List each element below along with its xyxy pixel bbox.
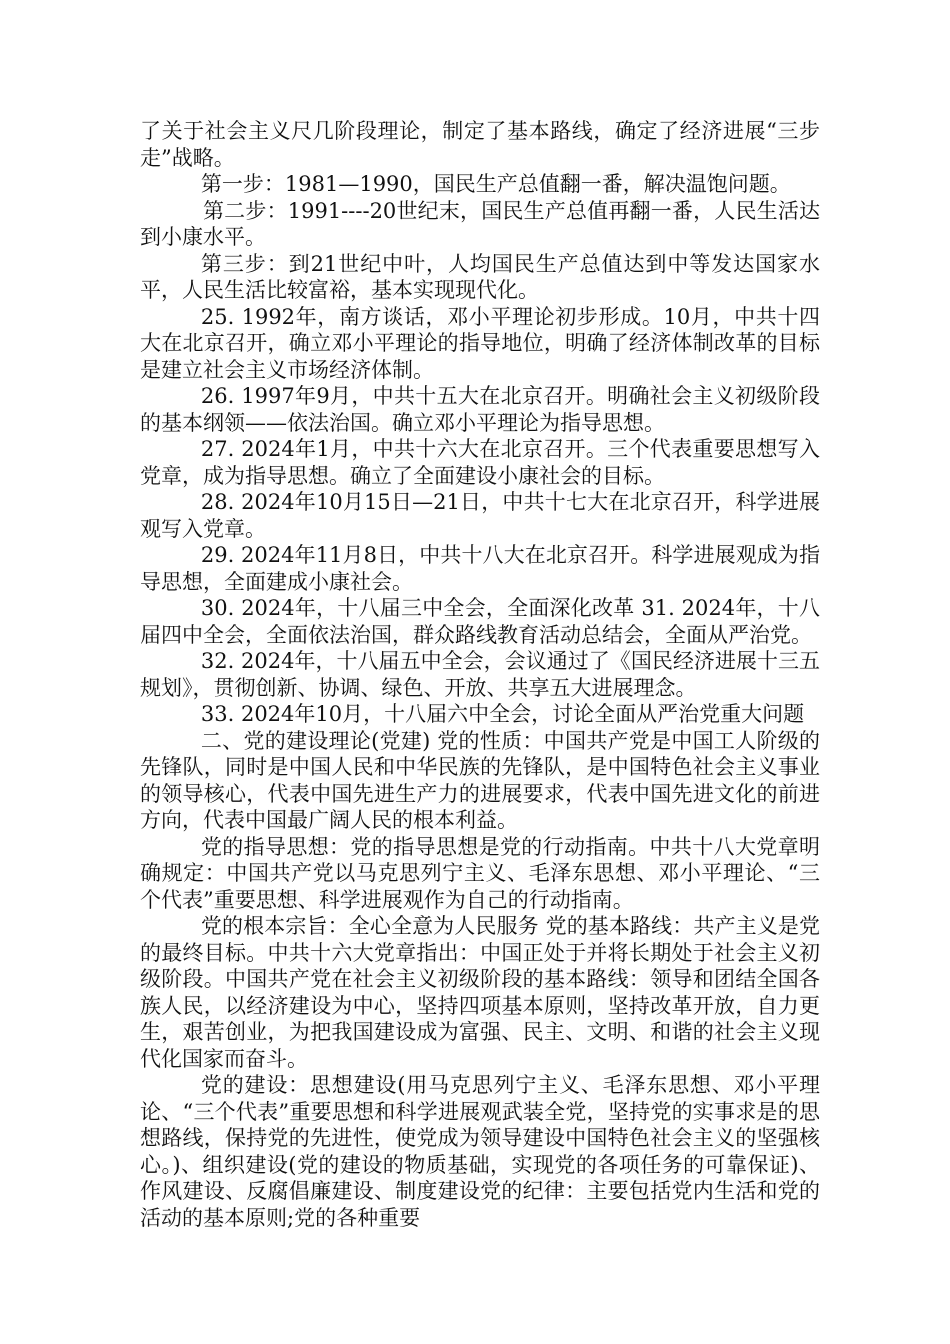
- paragraph-item-33: 33. 2024年10月，十八届六中全会，讨论全面从严治党重大问题: [200, 702, 805, 726]
- paragraph-basic-line: 党的根本宗旨：全心全意为人民服务 党的基本路线：共产主义是党的最终目标。中共十六大党章指出：中国正处于并将长期处于社会主义初级阶段。中国共产党在社会主义初级阶段的基本路线：领导和团结全国各族人民，以经济建设为中心，坚持四项基本原则，坚持改革开放，自力更生，艰苦创业，为把我国建设成为富强、民主、文明、和谐的社会主义现代化国家而奋斗。: [140, 914, 820, 1071]
- paragraph-item-27: 27. 2024年1月，中共十六大在北京召开。三个代表重要思想写入党章，成为指导思想。确立了全面建设小康社会的目标。: [140, 437, 820, 488]
- paragraph-item-28: 28. 2024年10月15日—21日，中共十七大在北京召开，科学进展观写入党章。: [140, 490, 820, 541]
- document-body: [140, 118, 820, 1231]
- paragraph-item-26: 26. 1997年9月，中共十五大在北京召开。明确社会主义初级阶段的基本纲领——依法治国。确立邓小平理论为指导思想。: [140, 384, 820, 435]
- paragraph-party-building: 党的建设：思想建设(用马克思列宁主义、毛泽东思想、邓小平理论、“三个代表”重要思想和科学进展观武装全党，坚持党的实事求是的思想路线，保持党的先进性，使党成为领导建设中国特色社会主义的坚强核心。)、组织建设(党的建设的物质基础，实现党的各项任务的可靠保证)、作风建设、反腐倡廉建设、制度建设党的纪律：主要包括党内生活和党的活动的基本原则;党的各种重要: [140, 1073, 820, 1230]
- paragraph-party-nature: 二、党的建设理论(党建) 党的性质：中国共产党是中国工人阶级的先锋队，同时是中国人民和中华民族的先锋队，是中国特色社会主义事业的领导核心，代表中国先进生产力的进展要求，代表中国先进文化的前进方向，代表中国最广阔人民的根本利益。: [140, 728, 820, 832]
- paragraph-item-32: 32. 2024年，十八届五中全会，会议通过了《国民经济进展十三五规划》，贯彻创新、协调、绿色、开放、共享五大进展理念。: [140, 649, 820, 700]
- paragraph-guiding-thought: 党的指导思想：党的指导思想是党的行动指南。中共十八大党章明确规定：中国共产党以马克思列宁主义、毛泽东思想、邓小平理论、“三个代表”重要思想、科学进展观作为自己的行动指南。: [140, 834, 820, 912]
- paragraph-step-three: 第三步：到21世纪中叶，人均国民生产总值达到中等发达国家水平，人民生活比较富裕，基本实现现代化。: [140, 251, 820, 302]
- paragraph-item-25: 25. 1992年，南方谈话，邓小平理论初步形成。10月，中共十四大在北京召开，确立邓小平理论的指导地位，明确了经济体制改革的目标是建立社会主义市场经济体制。: [140, 304, 820, 382]
- paragraph-item-29: 29. 2024年11月8日，中共十八大在北京召开。科学进展观成为指导思想，全面建成小康社会。: [140, 543, 820, 594]
- paragraph-continuation: 了关于社会主义尺几阶段理论，制定了基本路线，确定了经济进展“三步走”战略。: [140, 119, 820, 170]
- paragraph-item-30-31: 30. 2024年，十八届三中全会，全面深化改革 31. 2024年，十八届四中全会，全面依法治国，群众路线教育活动总结会，全面从严治党。: [140, 596, 820, 647]
- paragraph-step-one: 第一步：1981—1990，国民生产总值翻一番，解决温饱问题。: [200, 172, 791, 196]
- paragraph-step-two: 第二步：1991----20世纪末，国民生产总值再翻一番，人民生活达到小康水平。: [140, 198, 820, 249]
